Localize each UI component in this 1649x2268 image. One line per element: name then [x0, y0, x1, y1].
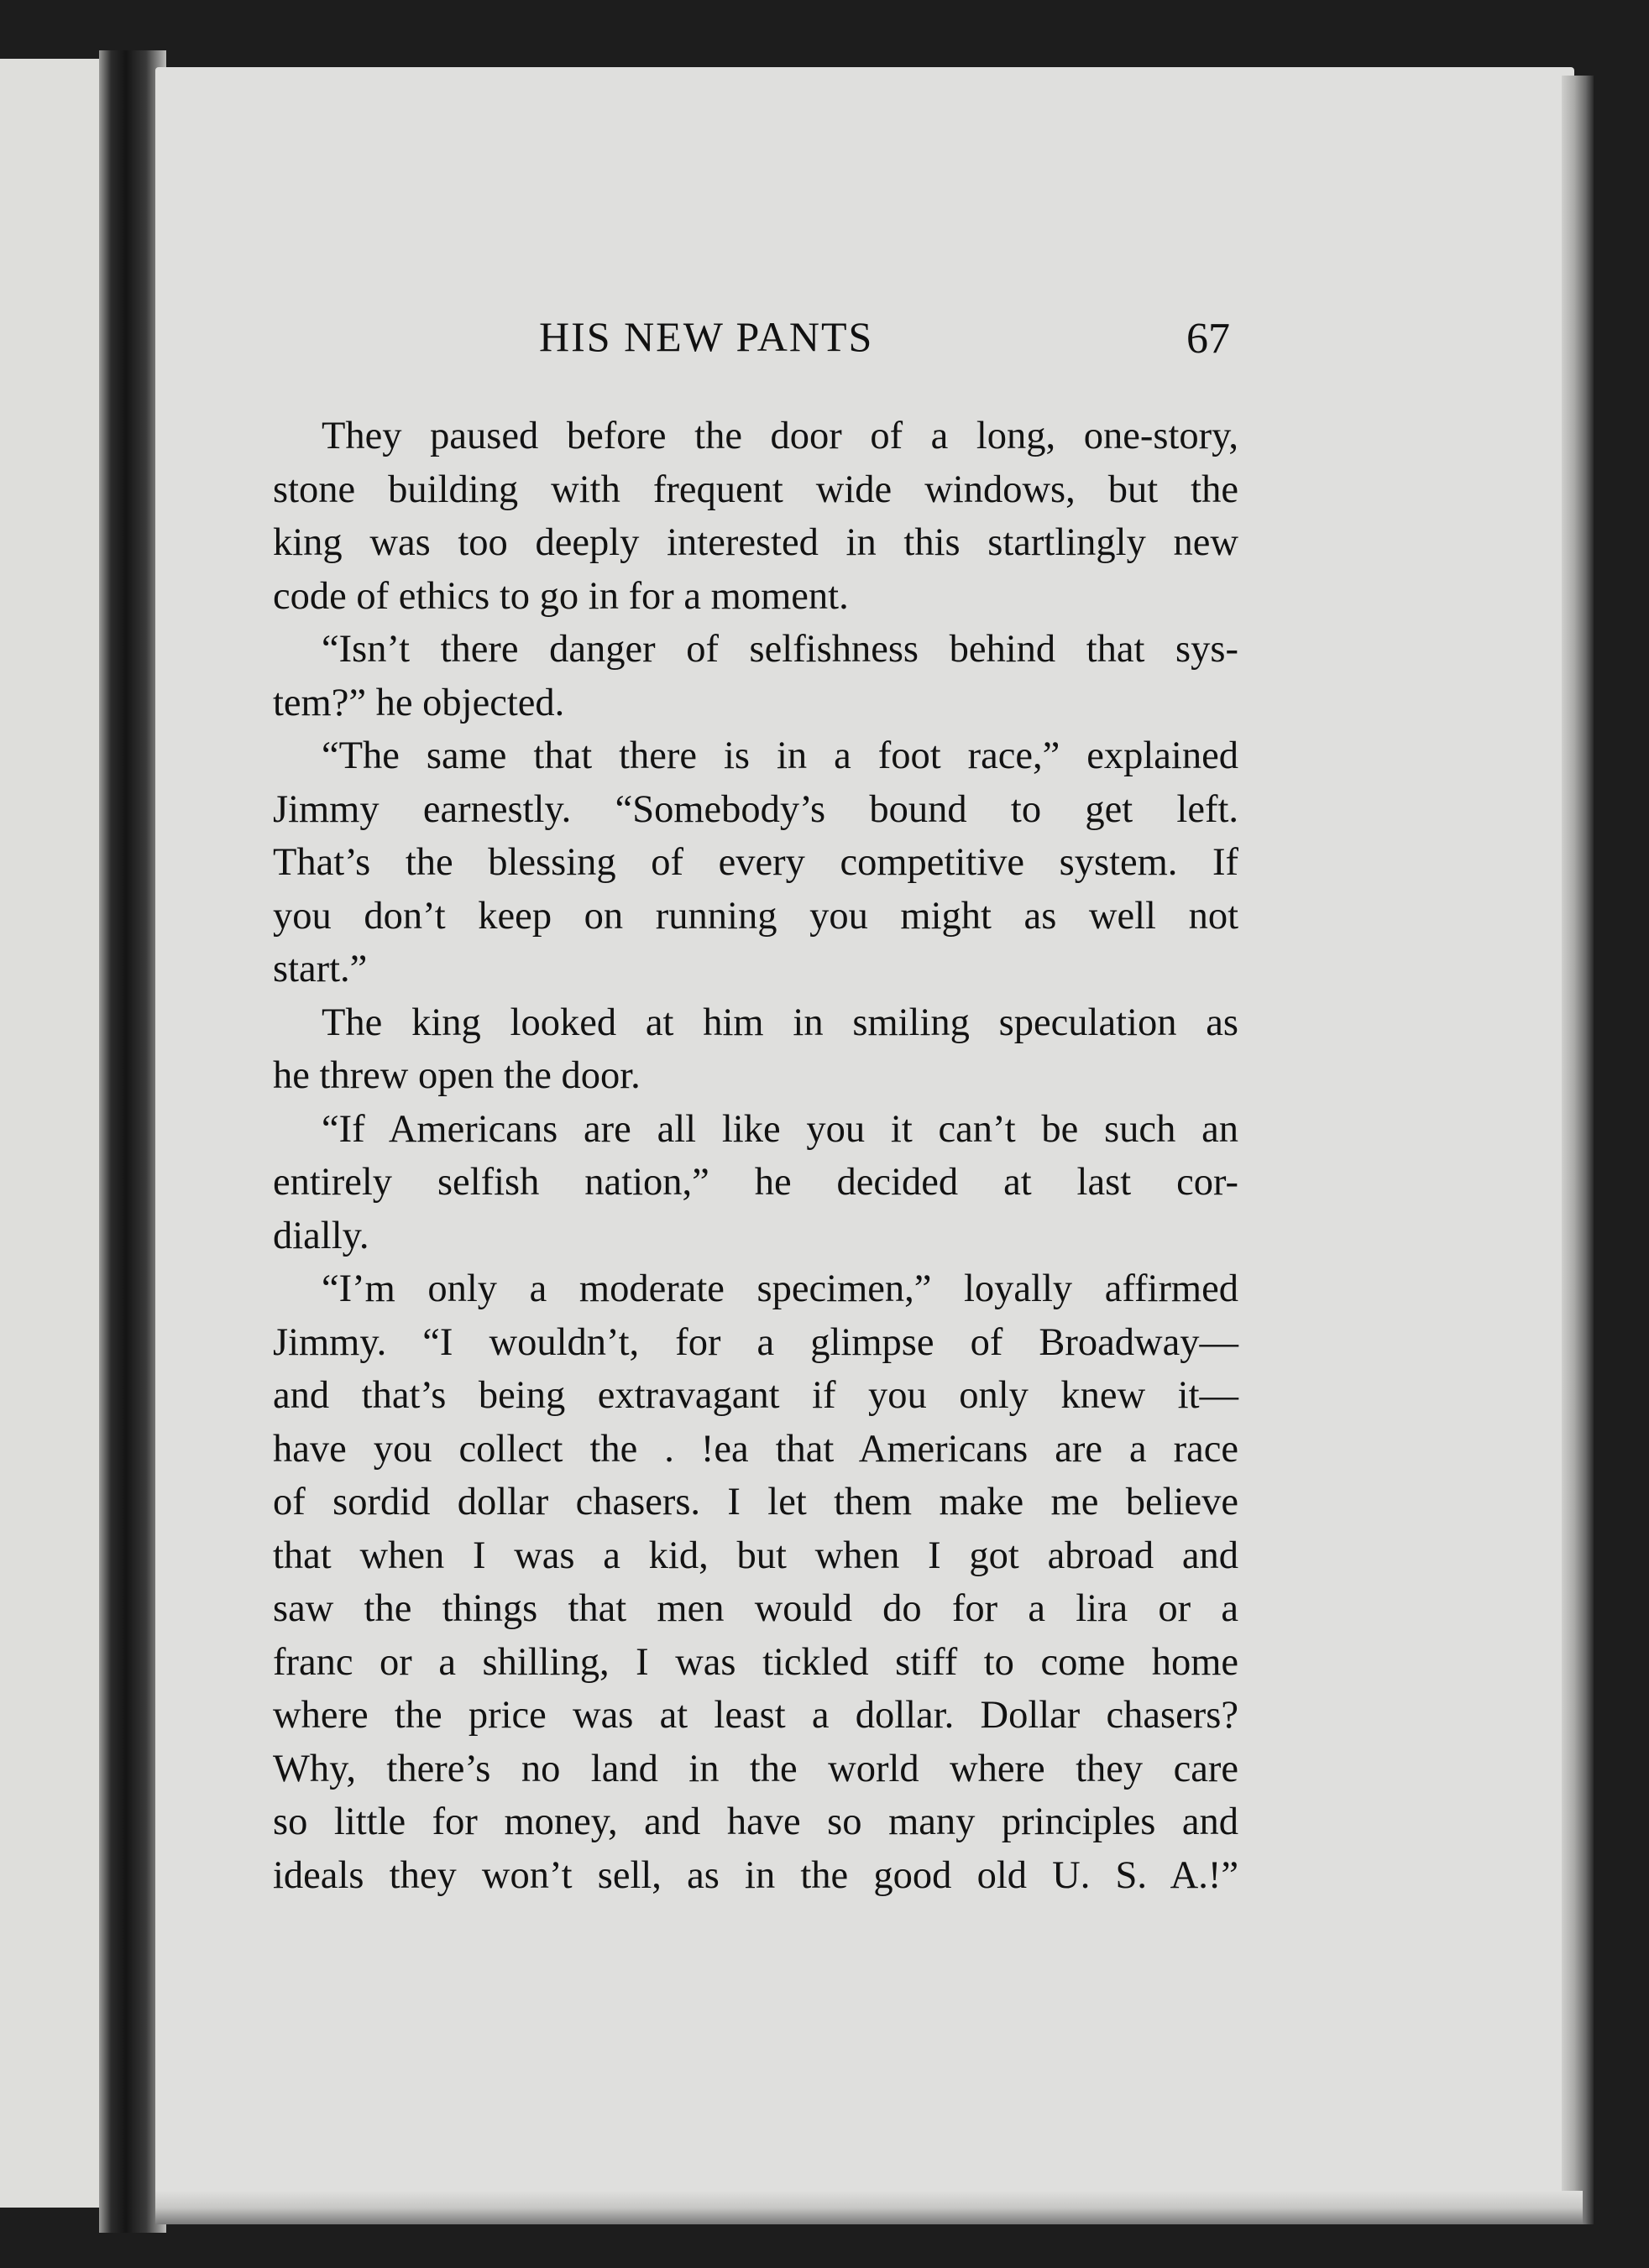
page-right-edge — [1562, 76, 1594, 2224]
text-line: ideals they won’t sell, as in the good old U. S. A.!” — [273, 1853, 1238, 1897]
text-line: Why, there’s no land in the world where they care — [273, 1747, 1238, 1790]
text-line: franc or a shilling, I was tickled stiff to come home — [273, 1640, 1238, 1684]
previous-page-edge — [0, 59, 113, 2208]
text-line: Jimmy earnestly. “Somebody’s bound to get left. — [273, 787, 1238, 831]
text-line: entirely selfish nation,” he decided at last cor- — [273, 1161, 1238, 1204]
page-number: 67 — [1186, 315, 1230, 363]
text-line: “The same that there is in a foot race,” explained — [322, 734, 1238, 777]
text-line: that when I was a kid, but when I got abroad and — [273, 1534, 1238, 1577]
text-line: “I’m only a moderate specimen,” loyally affirmed — [322, 1267, 1238, 1310]
text-line: Jimmy. “I wouldn’t, for a glimpse of Broadway— — [273, 1320, 1238, 1364]
text-line: start.” — [273, 948, 368, 990]
text-line: The king looked at him in smiling speculation as — [322, 1001, 1238, 1044]
text-line: you don’t keep on running you might as well not — [273, 894, 1238, 938]
text-line: That’s the blessing of every competitive system. If — [273, 841, 1238, 884]
text-line: king was too deeply interested in this startlingly new — [273, 521, 1238, 564]
text-line: “Isn’t there danger of selfishness behind that sys- — [322, 628, 1238, 671]
text-line: where the price was at least a dollar. Dollar chasers? — [273, 1694, 1238, 1737]
text-line: and that’s being extravagant if you only knew it— — [273, 1374, 1238, 1417]
text-line: tem?” he objected. — [273, 681, 565, 724]
text-line: of sordid dollar chasers. I let them make me believe — [273, 1481, 1238, 1523]
text-line: have you collect the . !ea that Americans are a race — [273, 1427, 1238, 1471]
text-line: stone building with frequent wide windows, but the — [273, 468, 1238, 511]
text-line: he threw open the door. — [273, 1054, 641, 1097]
text-line: They paused before the door of a long, one-story, — [322, 415, 1238, 457]
running-title: HIS NEW PANTS — [539, 313, 874, 360]
text-line: saw the things that men would do for a lira or a — [273, 1587, 1238, 1630]
text-line: so little for money, and have so many principles and — [273, 1800, 1238, 1843]
text-line: “If Americans are all like you it can’t be such an — [322, 1107, 1238, 1151]
running-header — [277, 312, 1230, 371]
text-line: code of ethics to go in for a moment. — [273, 574, 849, 618]
page-bottom-edge — [155, 2191, 1583, 2224]
body-text — [273, 410, 1238, 1902]
text-line: dially. — [273, 1214, 369, 1257]
